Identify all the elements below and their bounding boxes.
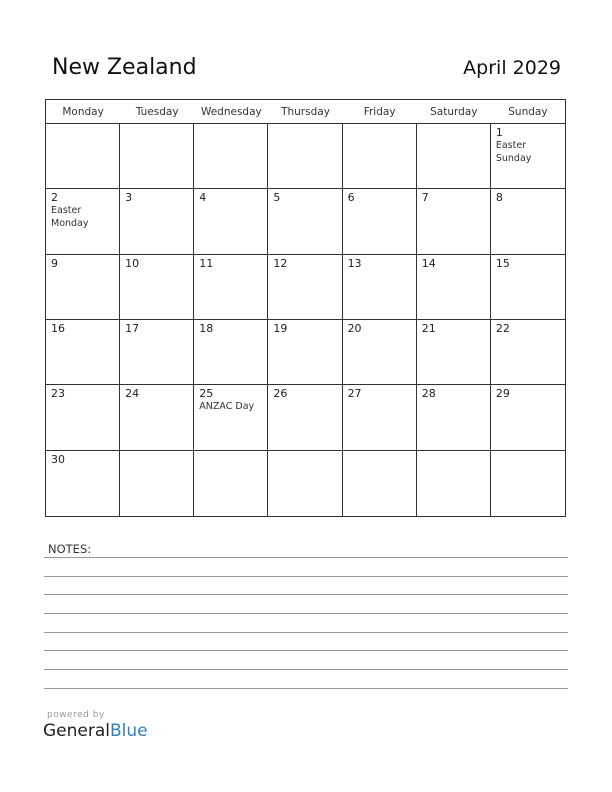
day-cell [194, 385, 268, 450]
day-number: 13 [347, 256, 362, 270]
day-cell [46, 451, 120, 516]
day-number: 5 [273, 191, 281, 205]
day-cell [268, 385, 342, 450]
day-number: 19 [273, 322, 288, 335]
weekday-label: Tuesday [135, 105, 179, 118]
day-cell [120, 124, 194, 189]
brand-general: General [43, 721, 110, 741]
day-number: 1 [495, 126, 503, 139]
day-number: 24 [125, 387, 140, 401]
day-number: 7 [421, 191, 429, 205]
day-cell [491, 255, 565, 320]
brand-logo [43, 721, 148, 741]
day-cell [491, 385, 565, 450]
day-number: 21 [421, 322, 436, 335]
note-line [44, 613, 568, 614]
day-cell [343, 255, 417, 320]
day-cell [46, 255, 120, 320]
note-line [44, 576, 568, 577]
day-number: 17 [125, 322, 140, 335]
weekday-label: Wednesday [200, 105, 262, 118]
day-number: 11 [199, 256, 214, 270]
day-number: 3 [125, 191, 133, 205]
day-number: 27 [347, 387, 362, 401]
day-number: 12 [273, 256, 288, 270]
day-number: 9 [51, 256, 58, 270]
day-cell [491, 189, 565, 254]
holiday-label: Easter Monday [51, 205, 89, 230]
day-cell [194, 255, 268, 320]
day-cell [268, 124, 342, 189]
day-number: 23 [51, 387, 65, 401]
note-line [44, 557, 568, 558]
day-cell [120, 451, 194, 516]
day-number: 2 [51, 191, 58, 205]
day-cell [268, 255, 342, 320]
note-line [44, 632, 568, 633]
day-number: 4 [199, 191, 207, 205]
day-number: 18 [199, 322, 214, 335]
day-number: 6 [347, 191, 355, 205]
day-cell [417, 189, 491, 254]
day-cell [417, 255, 491, 320]
day-cell [46, 189, 120, 254]
day-cell [491, 320, 565, 385]
month-title: April 2029 [463, 57, 561, 79]
day-cell [194, 124, 268, 189]
day-number: 22 [495, 322, 510, 335]
day-cell [491, 451, 565, 516]
weekday-label: Saturday [430, 105, 478, 118]
day-number: 16 [51, 322, 65, 335]
day-cell [417, 320, 491, 385]
weekday-label: Sunday [508, 105, 548, 118]
day-grid [46, 124, 565, 516]
day-number: 10 [125, 256, 140, 270]
day-number: 30 [51, 452, 65, 466]
holiday-label: ANZAC Day [199, 401, 255, 413]
day-cell [417, 124, 491, 189]
day-cell [343, 451, 417, 516]
day-cell [417, 385, 491, 450]
day-cell [46, 385, 120, 450]
calendar [45, 99, 566, 517]
day-cell [194, 451, 268, 516]
day-cell [120, 255, 194, 320]
day-number: 29 [495, 387, 510, 401]
day-cell [120, 320, 194, 385]
day-number: 8 [495, 191, 503, 205]
day-cell [194, 320, 268, 385]
day-cell [120, 189, 194, 254]
day-number: 28 [421, 387, 436, 401]
page-title: New Zealand [52, 55, 197, 80]
note-line [44, 650, 568, 651]
weekday-label: Thursday [281, 105, 330, 118]
powered-by-text: powered by [47, 710, 105, 720]
day-cell [417, 451, 491, 516]
day-cell [194, 189, 268, 254]
day-cell [491, 124, 565, 189]
day-cell [343, 320, 417, 385]
weekday-header [46, 100, 565, 124]
note-line [44, 594, 568, 595]
day-cell [268, 320, 342, 385]
holiday-label: Easter Sunday [495, 140, 532, 164]
day-number: 20 [347, 322, 362, 335]
notes-label: NOTES: [48, 542, 92, 556]
day-cell [343, 124, 417, 189]
day-cell [343, 385, 417, 450]
day-cell [46, 320, 120, 385]
note-line [44, 669, 568, 670]
day-number: 26 [273, 387, 288, 401]
day-cell [120, 385, 194, 450]
weekday-label: Monday [62, 105, 104, 118]
day-cell [46, 124, 120, 189]
weekday-label: Friday [363, 105, 396, 118]
day-cell [268, 451, 342, 516]
day-cell [268, 189, 342, 254]
day-cell [343, 189, 417, 254]
note-line [44, 688, 568, 689]
day-number: 14 [421, 256, 436, 270]
brand-blue: Blue [110, 721, 148, 741]
day-number: 25 [199, 387, 214, 401]
day-number: 15 [495, 256, 510, 270]
